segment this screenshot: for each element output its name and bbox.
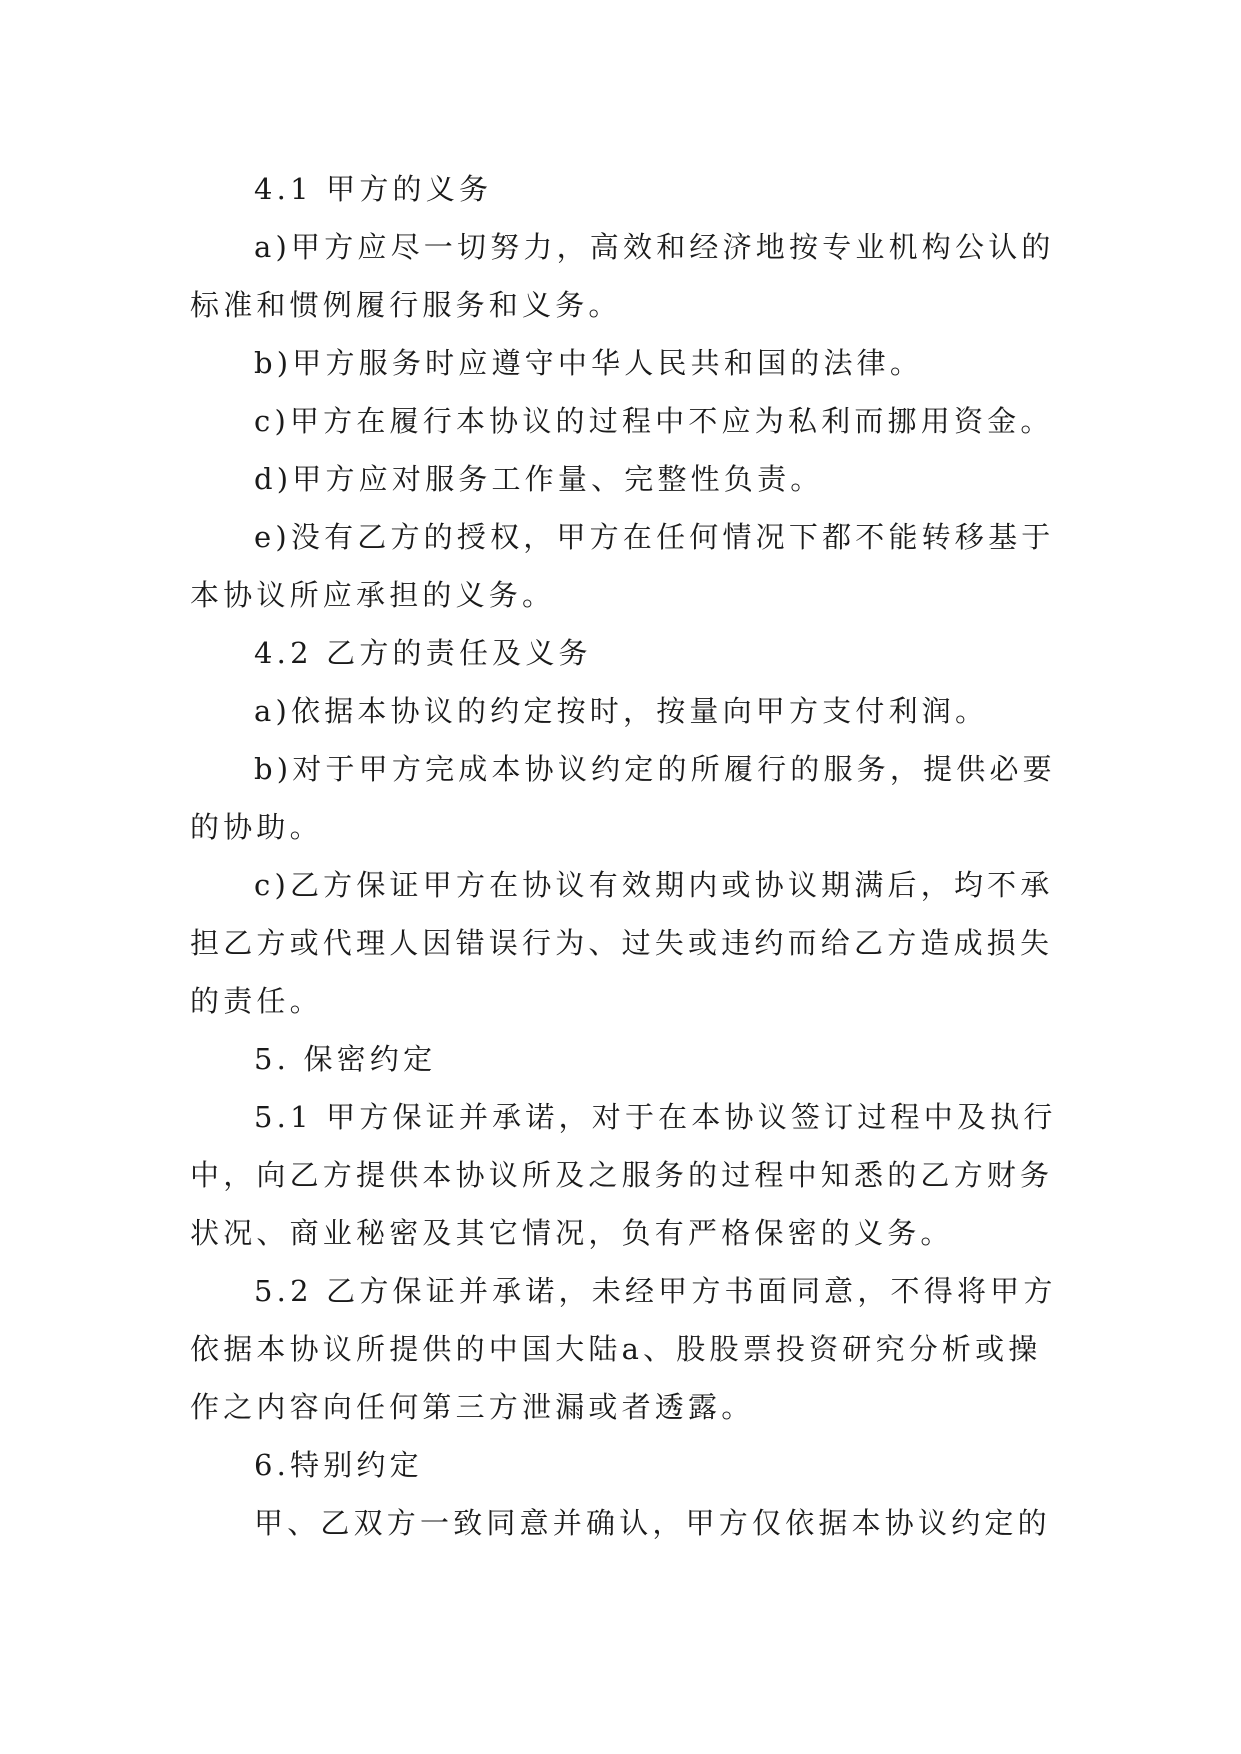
section-heading-4-1: 4.1 甲方的义务: [254, 172, 493, 206]
clause-5-1: 5.1 甲方保证并承诺，对于在本协议签订过程中及执行中，向乙方提供本协议所及之服务的过程中知悉的乙方财务状况、商业秘密及其它情况，负有严格保密的义务。: [190, 1100, 1057, 1250]
clause-4-1-c: c)甲方在履行本协议的过程中不应为私利而挪用资金。: [254, 404, 1054, 438]
clause-4-1-d: d)甲方应对服务工作量、完整性负责。: [254, 462, 824, 496]
clause-6-text: 甲、乙双方一致同意并确认，甲方仅依据本协议约定的: [254, 1506, 1051, 1540]
clause-4-1-b: b)甲方服务时应遵守中华人民共和国的法律。: [254, 346, 924, 380]
section-heading-4-2: 4.2 乙方的责任及义务: [254, 636, 592, 670]
section-heading-6: 6.特别约定: [254, 1448, 423, 1482]
clause-5-2: 5.2 乙方保证并承诺，未经甲方书面同意，不得将甲方依据本协议所提供的中国大陆a、股股票投资研究分析或操作之内容向任何第三方泄漏或者透露。: [190, 1274, 1057, 1424]
clause-4-1-a: a)甲方应尽一切努力，高效和经济地按专业机构公认的标准和惯例履行服务和义务。: [190, 230, 1055, 322]
clause-4-1-e: e)没有乙方的授权，甲方在任何情况下都不能转移基于本协议所应承担的义务。: [190, 520, 1055, 612]
section-heading-5: 5. 保密约定: [254, 1042, 437, 1076]
clause-4-2-b: b)对于甲方完成本协议约定的所履行的服务，提供必要的协助。: [190, 752, 1056, 844]
clause-4-2-c: c)乙方保证甲方在协议有效期内或协议期满后，均不承担乙方或代理人因错误行为、过失或违约而给乙方造成损失的责任。: [190, 868, 1054, 1018]
clause-4-2-a: a)依据本协议的约定按时，按量向甲方支付利润。: [254, 694, 989, 728]
document-body: [190, 160, 1070, 1552]
